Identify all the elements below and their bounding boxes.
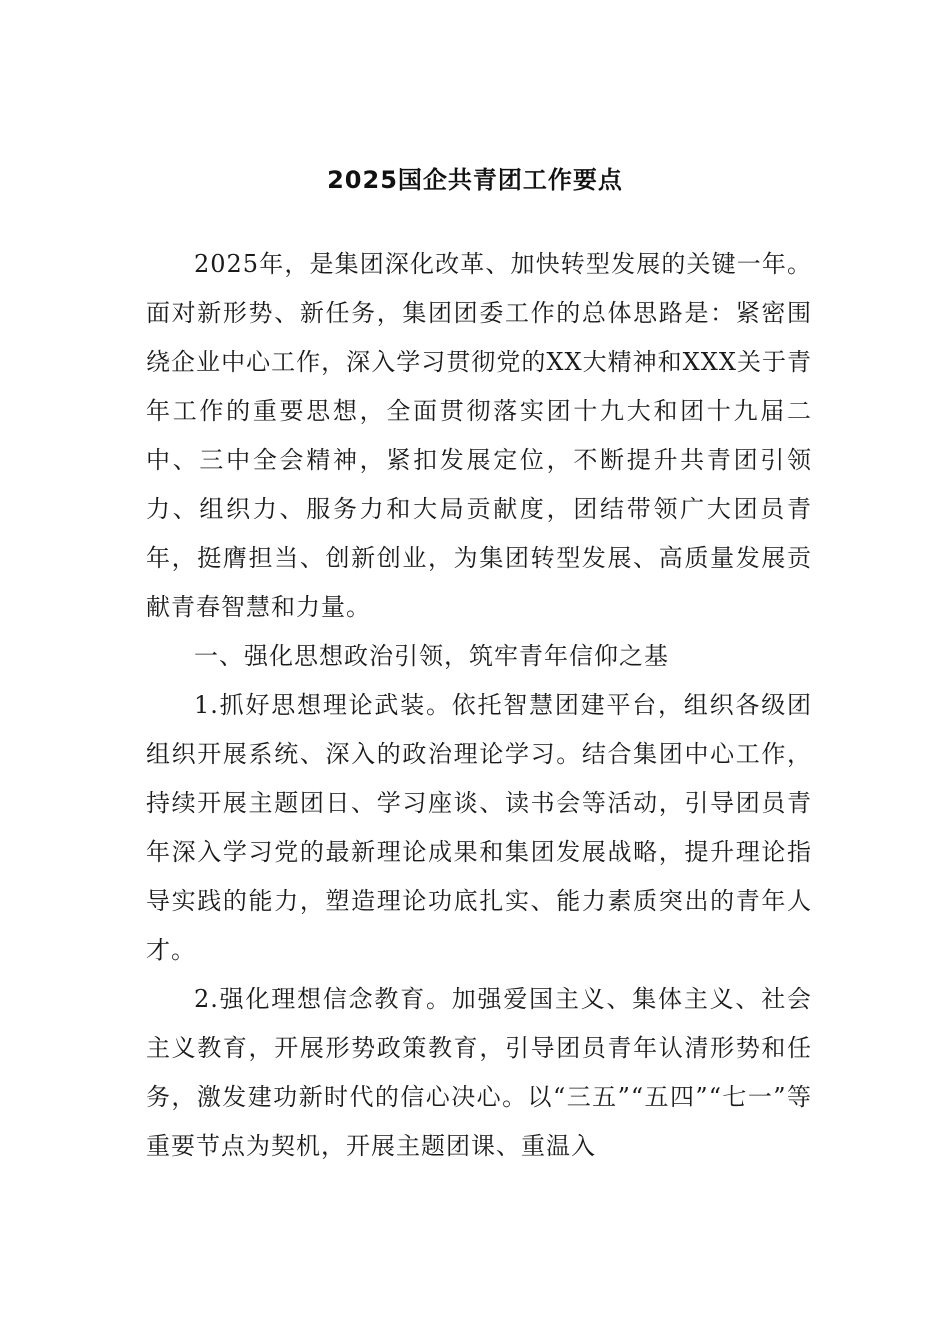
document-body (146, 240, 812, 1171)
item-paragraph-1: 1.抓好思想理论武装。依托智慧团建平台，组织各级团组织开展系统、深入的政治理论学习。结合集团中心工作，持续开展主题团日、学习座谈、读书会等活动，引导团员青年深入学习党的最新理论成果和集团发展战略，提升理论指导实践的能力，塑造理论功底扎实、能力素质突出的青年人才。 (146, 691, 812, 964)
document-title: 2025国企共青团工作要点 (327, 166, 623, 194)
section-heading-1: 一、强化思想政治引领，筑牢青年信仰之基 (194, 642, 669, 670)
item-paragraph-2: 2.强化理想信念教育。加强爱国主义、集体主义、社会主义教育，开展形势政策教育，引导团员青年认清形势和任务，激发建功新时代的信心决心。以“三五”“五四”“七一”等重要节点为契机，开展主题团课、重温入 (146, 985, 812, 1160)
intro-paragraph: 2025年，是集团深化改革、加快转型发展的关键一年。面对新形势、新任务，集团团委工作的总体思路是：紧密围绕企业中心工作，深入学习贯彻党的XX大精神和XXX关于青年工作的重要思想，全面贯彻落实团十九大和团十九届二中、三中全会精神，紧扣发展定位，不断提升共青团引领力、组织力、服务力和大局贡献度，团结带领广大团员青年，挺膺担当、创新创业，为集团转型发展、高质量发展贡献青春智慧和力量。 (146, 250, 812, 621)
